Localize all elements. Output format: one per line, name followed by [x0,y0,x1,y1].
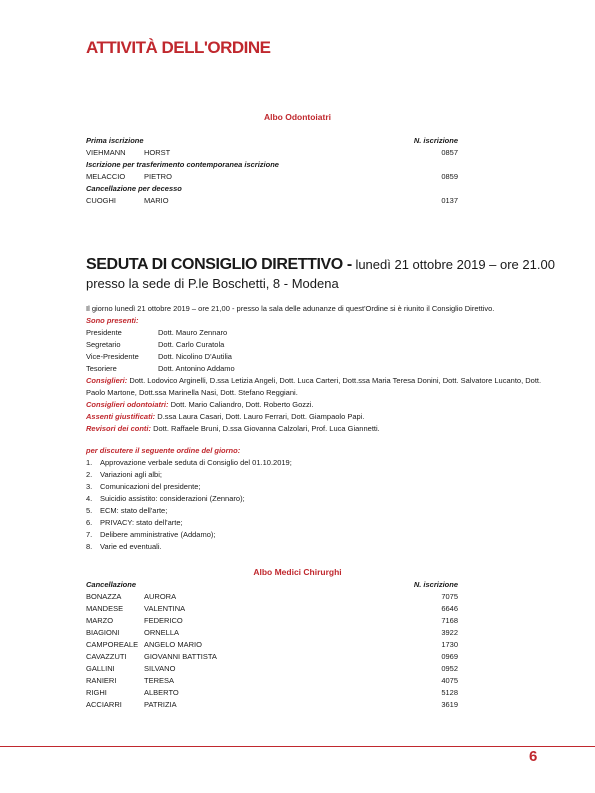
table-row [86,195,458,207]
last-name: CAVAZZUTI [86,652,127,661]
table-row [86,603,458,615]
odontoiatri-paragraph [86,399,546,411]
first-name: TERESA [144,676,175,685]
first-name: ALBERTO [144,688,179,697]
seduta-title-location: presso la sede di P.le Boschetti, 8 - Modena [86,276,339,291]
officer-row [86,339,546,351]
group-label: Iscrizione per trasferimento contemporanea iscrizione [86,160,279,169]
agenda-number: 5. [86,506,93,515]
registration-number: 0859 [441,172,458,181]
first-name: PATRIZIA [144,700,177,709]
table-row [86,699,458,711]
registration-number: 1730 [441,640,458,649]
officer-name: Dott. Nicolino D'Autilia [158,352,232,361]
last-name: RIGHI [86,688,107,697]
officer-row [86,351,546,363]
officer-role: Segretario [86,340,121,349]
agenda-text: Varie ed eventuali. [100,542,162,551]
last-name: BONAZZA [86,592,122,601]
first-name: PIETRO [144,172,172,181]
table-header-row [86,579,458,591]
officer-role: Vice-Presidente [86,352,139,361]
presenti-label: Sono presenti: [86,316,139,325]
agenda-number: 1. [86,458,93,467]
albo-odontoiatri-title: Albo Odontoiatri [263,112,332,122]
registration-number: 3619 [441,700,458,709]
seduta-intro: Il giorno lunedì 21 ottobre 2019 – ore 21,00 - presso la sala delle adunanze di quest'Ordine si è riunito il Consiglio Direttivo. [86,304,495,313]
consiglieri-label: Consiglieri: [86,376,128,385]
registration-number: 0952 [441,664,458,673]
table-row [86,147,458,159]
seduta-title-bold: SEDUTA DI CONSIGLIO DIRETTIVO - [86,256,352,273]
revisori-text: Dott. Raffaele Bruni, D.ssa Giovanna Calzolari, Prof. Luca Giannetti. [151,424,380,433]
agenda-number: 6. [86,518,93,527]
registration-number: 3922 [441,628,458,637]
last-name: MANDESE [86,604,124,613]
revisori-label: Revisori dei conti: [86,424,152,433]
table-row [86,639,458,651]
odontoiatri-text: Dott. Mario Caliandro, Dott. Roberto Gozzi. [168,400,314,409]
albo-medici-table [86,579,458,711]
first-name: MARIO [144,196,169,205]
albo-odontoiatri-table [86,135,458,207]
last-name: GALLINI [86,664,115,673]
first-name: AURORA [144,592,177,601]
assenti-paragraph [86,411,546,423]
officer-name: Dott. Antonino Addamo [158,364,235,373]
officer-row [86,363,546,375]
agenda-item [86,493,546,505]
agenda-number: 4. [86,494,93,503]
registration-number: 6646 [441,604,458,613]
officer-name: Dott. Carlo Curatola [158,340,225,349]
num-header: N. iscrizione [413,580,458,589]
last-name: BIAGIONI [86,628,120,637]
odontoiatri-label: Consiglieri odontoiatri: [86,400,169,409]
agenda-item [86,517,546,529]
last-name: RANIERI [86,676,117,685]
agenda-number: 8. [86,542,93,551]
page-number: 6 [529,748,538,765]
agenda-text: Approvazione verbale seduta di Consiglio del 01.10.2019; [100,458,292,467]
last-name: ACCIARRI [86,700,122,709]
table-row [86,171,458,183]
agenda-text: Comunicazioni del presidente; [100,482,201,491]
table-header-row [86,135,458,147]
first-name: FEDERICO [144,616,183,625]
agenda-text: PRIVACY: stato dell'arte; [100,518,183,527]
ordine-label: per discutere il seguente ordine del giorno: [86,446,241,455]
agenda-number: 2. [86,470,93,479]
table-row [86,591,458,603]
registration-number: 0969 [441,652,458,661]
agenda-item [86,481,546,493]
agenda-item [86,469,546,481]
officer-role: Tesoriere [86,364,117,373]
first-name: VALENTINA [144,604,186,613]
consiglieri-text: Dott. Lodovico Arginelli, D.ssa Letizia Angeli, Dott. Luca Carteri, Dott.ssa Maria Teresa Donini, Dott. Salvatore Lucanto, Dott. Paolo Martone, Dott.ssa Marinella Nasi, Dott. Stefano Reggiani. [86,376,542,397]
registration-number: 0857 [441,148,458,157]
agenda-item [86,529,546,541]
first-name: HORST [144,148,171,157]
agenda-text: ECM: stato dell'arte; [100,506,168,515]
agenda-text: Suicidio assistito: considerazioni (Zennaro); [100,494,245,503]
registration-number: 7168 [441,616,458,625]
first-name: ORNELLA [144,628,180,637]
table-row [86,615,458,627]
agenda-text: Variazioni agli albi; [100,470,162,479]
table-row [86,675,458,687]
num-header: N. iscrizione [413,136,458,145]
agenda-item [86,505,546,517]
first-name: SILVANO [144,664,176,673]
officer-name: Dott. Mauro Zennaro [158,328,228,337]
last-name: VIEHMANN [86,148,126,157]
table-row [86,627,458,639]
assenti-label: Assenti giustificati: [86,412,156,421]
group-label: Cancellazione per decesso [86,184,182,193]
agenda-item [86,457,546,469]
registration-number: 7075 [441,592,458,601]
last-name: MARZO [86,616,114,625]
section-title: ATTIVITÀ DELL'ORDINE [86,38,271,57]
group-label: Prima iscrizione [86,136,144,145]
officer-row [86,327,546,339]
officer-role: Presidente [86,328,122,337]
revisori-paragraph [86,423,546,435]
agenda-number: 7. [86,530,93,539]
consiglieri-paragraph [86,375,546,399]
agenda-text: Delibere amministrative (Addamo); [100,530,216,539]
registration-number: 5128 [441,688,458,697]
albo-medici-title: Albo Medici Chirurghi [253,567,342,577]
agenda-number: 3. [86,482,93,491]
seduta-body [86,303,546,553]
table-row [86,651,458,663]
last-name: CAMPOREALE [86,640,139,649]
first-name: ANGELO MARIO [144,640,202,649]
footer-divider [0,746,595,747]
registration-number: 4075 [441,676,458,685]
group-label: Cancellazione [86,580,137,589]
table-row [86,663,458,675]
first-name: GIOVANNI BATTISTA [144,652,217,661]
seduta-heading [86,256,566,291]
group-header-row [86,183,458,195]
table-row [86,687,458,699]
seduta-title-date: lunedì 21 ottobre 2019 – ore 21.00 [351,257,555,272]
last-name: CUOGHI [86,196,116,205]
last-name: MELACCIO [86,172,126,181]
registration-number: 0137 [441,196,458,205]
group-header-row [86,159,458,171]
assenti-text: D.ssa Laura Casari, Dott. Lauro Ferrari, Dott. Giampaolo Papi. [155,412,365,421]
agenda-item [86,541,546,553]
